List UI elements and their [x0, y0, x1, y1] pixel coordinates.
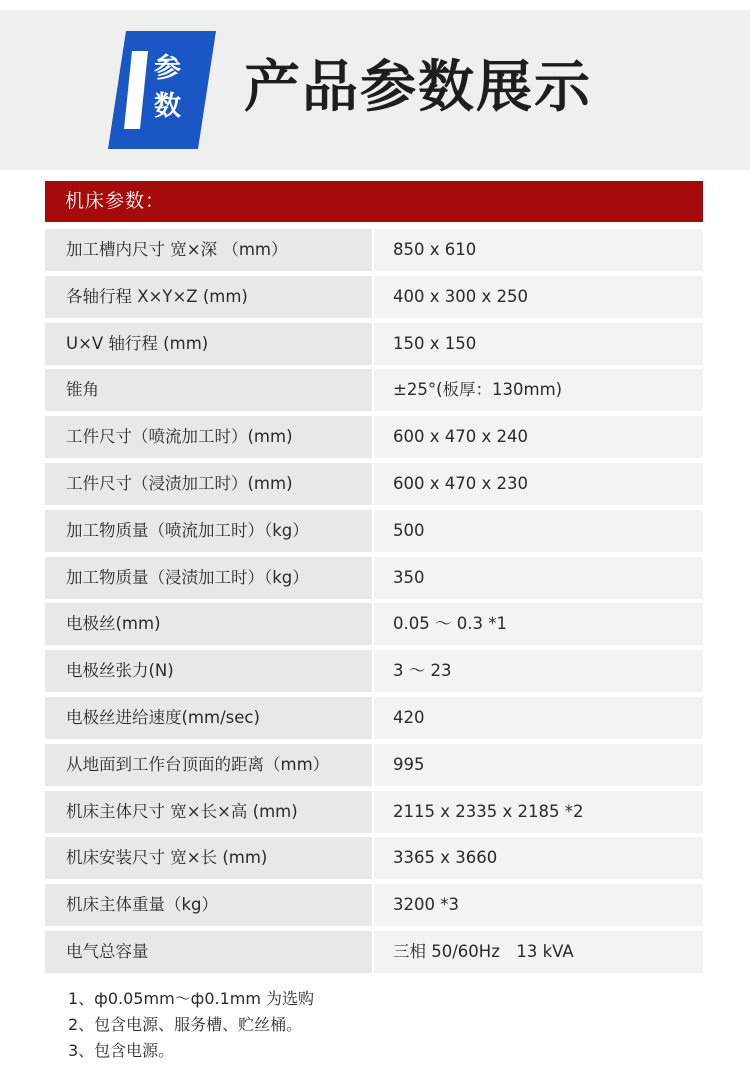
spec-value: 150 x 150 [374, 323, 703, 365]
spec-label: 加工物质量（浸渍加工时）（kg） [45, 557, 372, 599]
spec-label: 从地面到工作台顶面的距离（mm） [45, 744, 372, 786]
badge-char-2: 数 [154, 91, 181, 122]
spec-value: 420 [374, 697, 703, 739]
table-row [45, 884, 703, 926]
footnotes [68, 986, 314, 1064]
table-row [45, 510, 703, 552]
spec-label: 电极丝张力(N) [45, 650, 372, 692]
spec-value: 850 x 610 [374, 229, 703, 271]
table-row [45, 369, 703, 411]
table-row [45, 557, 703, 599]
table-row [45, 323, 703, 365]
spec-label: 加工物质量（喷流加工时）（kg） [45, 510, 372, 552]
spec-label: 锥角 [45, 369, 372, 411]
spec-label: 机床主体尺寸 宽×长×高 (mm) [45, 791, 372, 833]
table-row [45, 697, 703, 739]
table-row [45, 837, 703, 879]
spec-value: 350 [374, 557, 703, 599]
spec-label: 电极丝(mm) [45, 603, 372, 645]
spec-label: U×V 轴行程 (mm) [45, 323, 372, 365]
table-row [45, 650, 703, 692]
table-row [45, 276, 703, 318]
spec-value: ±25°(板厚：130mm) [374, 369, 703, 411]
spec-value: 3365 x 3660 [374, 837, 703, 879]
spec-value: 400 x 300 x 250 [374, 276, 703, 318]
table-row [45, 744, 703, 786]
spec-label: 电极丝进给速度(mm/sec) [45, 697, 372, 739]
spec-value: 三相 50/60Hz 13 kVA [374, 931, 703, 973]
table-row [45, 229, 703, 271]
footnote-2: 2、包含电源、服务槽、贮丝桶。 [68, 1015, 303, 1034]
spec-label: 工件尺寸（浸渍加工时）(mm) [45, 463, 372, 505]
spec-label: 机床安装尺寸 宽×长 (mm) [45, 837, 372, 879]
spec-label: 电气总容量 [45, 931, 372, 973]
footnote-1: 1、ф0.05mm～ф0.1mm 为选购 [68, 989, 315, 1008]
spec-value: 600 x 470 x 240 [374, 416, 703, 458]
spec-value: 0.05 ～ 0.3 *1 [374, 603, 703, 645]
page-title: 产品参数展示 [244, 55, 592, 120]
spec-value: 600 x 470 x 230 [374, 463, 703, 505]
table-row [45, 416, 703, 458]
section-badge [108, 31, 216, 149]
spec-value: 3200 *3 [374, 884, 703, 926]
section-header [45, 181, 703, 222]
spec-label: 加工槽内尺寸 宽×深 （mm） [45, 229, 372, 271]
spec-label: 各轴行程 X×Y×Z (mm) [45, 276, 372, 318]
table-row [45, 463, 703, 505]
spec-value: 500 [374, 510, 703, 552]
badge-char-1: 参 [154, 53, 181, 84]
table-row [45, 931, 703, 973]
section-title: 机床参数： [65, 190, 166, 212]
spec-value: 3 ～ 23 [374, 650, 703, 692]
spec-label: 工件尺寸（喷流加工时）(mm) [45, 416, 372, 458]
spec-label: 机床主体重量（kg） [45, 884, 372, 926]
footnote-3: 3、包含电源。 [68, 1041, 175, 1060]
spec-table [45, 229, 703, 978]
table-row [45, 791, 703, 833]
spec-value: 995 [374, 744, 703, 786]
table-row [45, 603, 703, 645]
badge-parallelogram-icon [108, 31, 216, 149]
spec-value: 2115 x 2335 x 2185 *2 [374, 791, 703, 833]
